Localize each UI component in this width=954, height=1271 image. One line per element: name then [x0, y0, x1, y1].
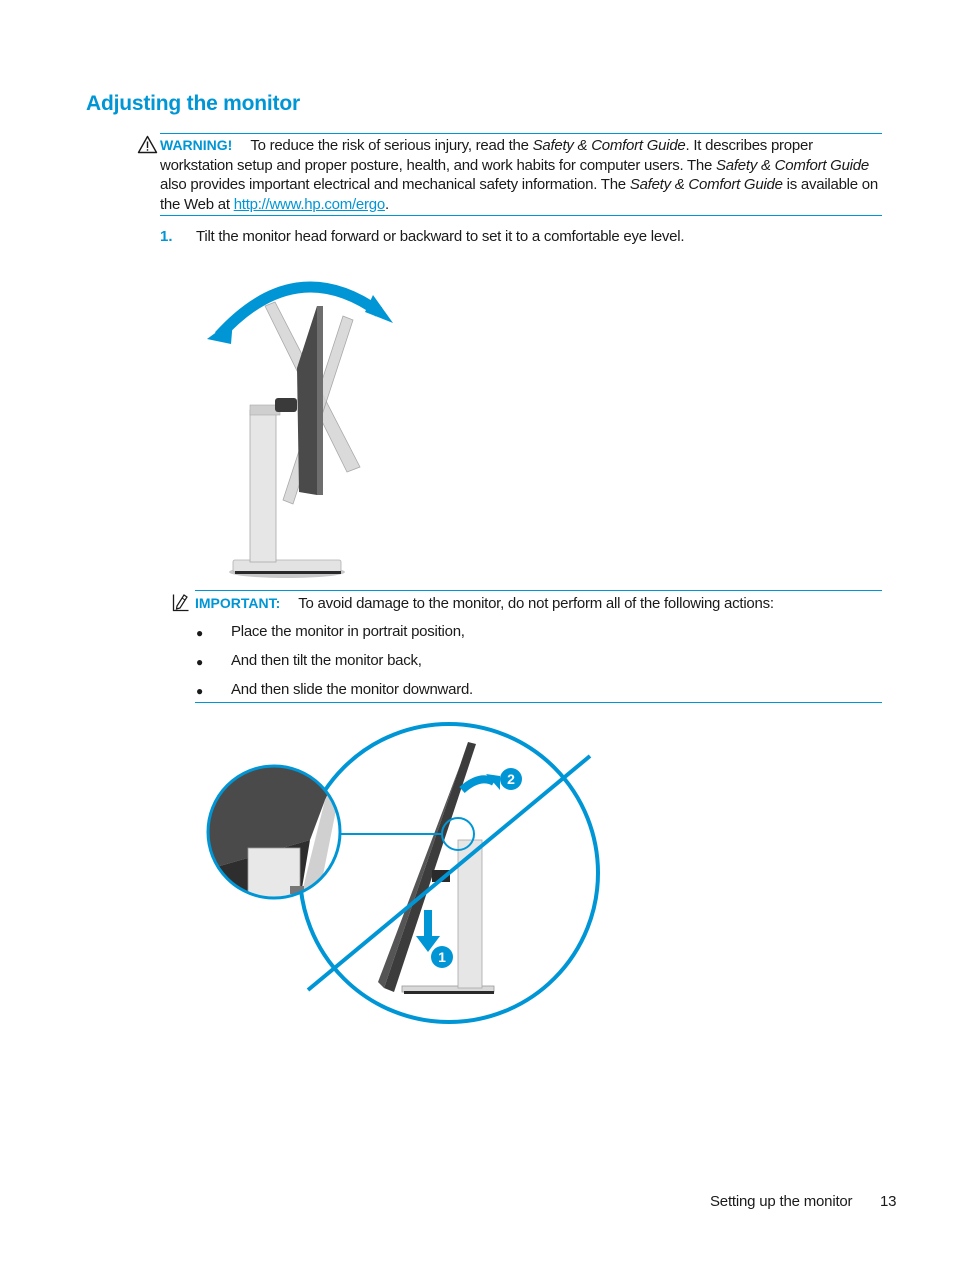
warning-text: also provides important electrical and mechanical safety information. The	[160, 176, 630, 193]
page-title: Adjusting the monitor	[86, 92, 300, 115]
warning-triangle-icon	[137, 135, 158, 154]
warning-text: To reduce the risk of serious injury, read the	[250, 137, 533, 154]
warning-text: .	[384, 195, 389, 213]
callout-2-label: 2	[507, 771, 515, 787]
guide-title: Safety & Comfort Guide	[716, 156, 869, 174]
step-text: Tilt the monitor head forward or backward to set it to a comfortable eye level.	[196, 228, 685, 245]
footer-section-title: Setting up the monitor	[710, 1193, 853, 1210]
warning-bottom-rule	[160, 215, 882, 216]
warning-text: . It describes proper workstation setup and proper posture, health, and work habits for computer users. The	[160, 137, 813, 174]
bullet-item: And then slide the monitor downward.	[231, 681, 473, 698]
warning-top-rule	[160, 133, 882, 134]
bullet-item: Place the monitor in portrait position,	[231, 623, 465, 640]
tilt-monitor-illustration	[195, 262, 405, 582]
prohibited-action-illustration	[200, 720, 610, 1030]
bullet-item: And then tilt the monitor back,	[231, 652, 422, 669]
step-number: 1.	[160, 228, 173, 245]
bullet-icon: ●	[196, 684, 204, 698]
ergo-link[interactable]: http://www.hp.com/ergo	[233, 195, 385, 213]
important-label: IMPORTANT:	[195, 595, 281, 611]
tilt-arrow-icon	[207, 287, 393, 344]
warning-note	[160, 136, 885, 214]
callout-1-label: 1	[438, 949, 446, 965]
bullet-icon: ●	[196, 655, 204, 669]
guide-title: Safety & Comfort Guide	[532, 137, 686, 154]
warning-text: is available on the Web at	[160, 176, 878, 213]
important-note-icon	[172, 593, 190, 612]
warning-label: WARNING!	[160, 137, 233, 153]
important-top-rule	[195, 590, 882, 591]
page-number: 13	[880, 1193, 897, 1210]
bullet-icon: ●	[196, 626, 204, 640]
important-note	[195, 594, 885, 614]
important-text: To avoid damage to the monitor, do not perform all of the following actions:	[298, 595, 774, 612]
guide-title: Safety & Comfort Guide	[629, 176, 783, 193]
important-bottom-rule	[195, 702, 882, 703]
